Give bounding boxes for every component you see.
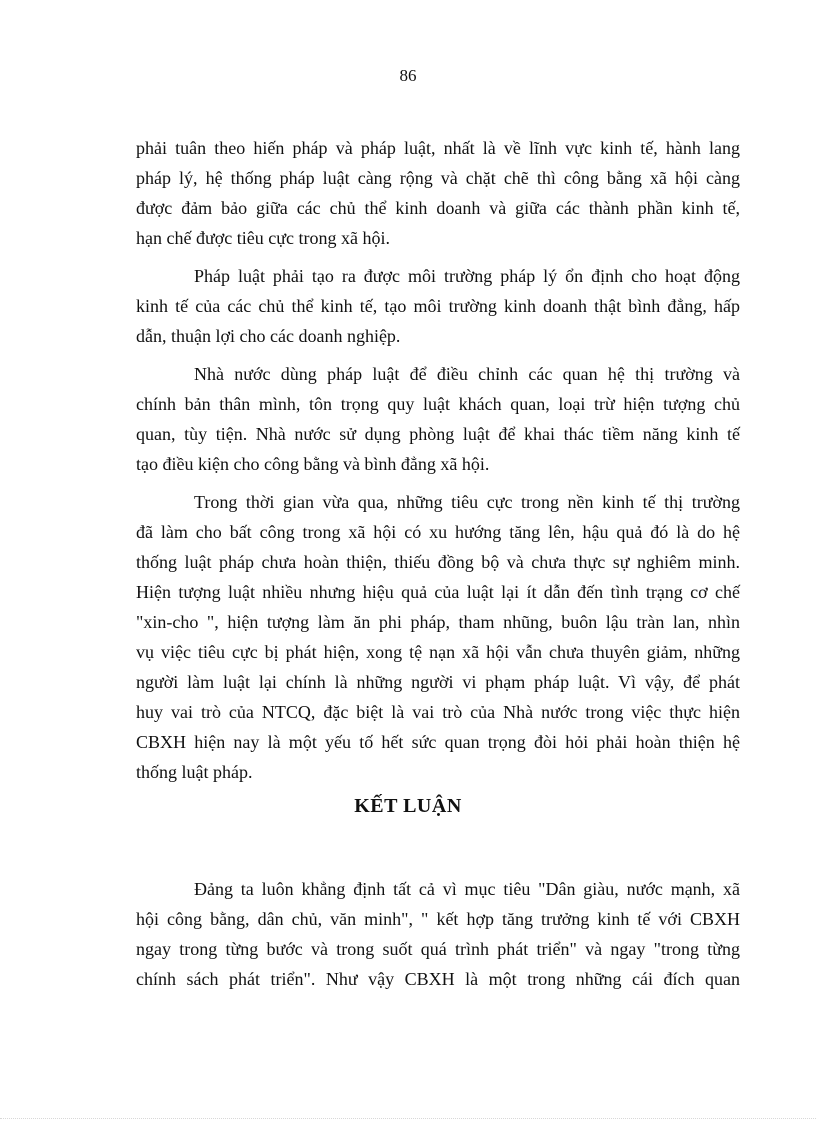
text-line: quan, tùy tiện. Nhà nước sử dụng phòng luật để khai thác tiềm năng kinh tế bbox=[136, 424, 740, 444]
text-line: kinh tế của các chủ thể kinh tế, tạo môi trường kinh doanh thật bình đẳng, hấp bbox=[136, 296, 740, 316]
text-line: dẫn, thuận lợi cho các doanh nghiệp. bbox=[136, 326, 401, 346]
text-line: Hiện tượng luật nhiều nhưng hiệu quả của luật lại ít dẫn đến tình trạng cơ chế bbox=[136, 582, 740, 602]
text-line: pháp lý, hệ thống pháp luật càng rộng và chặt chẽ thì công bằng xã hội càng bbox=[136, 168, 740, 188]
text-line: ngay trong từng bước và trong suốt quá trình phát triển" và ngay "trong từng bbox=[136, 939, 740, 959]
page-number: 86 bbox=[399, 66, 417, 85]
conclusion-paragraph bbox=[136, 874, 740, 994]
text-line: chính sách phát triển". Như vậy CBXH là một trong những cái đích quan bbox=[136, 969, 740, 989]
text-line: Nhà nước dùng pháp luật để điều chỉnh các quan hệ thị trường và bbox=[194, 364, 740, 384]
section-heading: KẾT LUẬN bbox=[354, 795, 462, 817]
text-line: vụ việc tiêu cực bị phát hiện, xong tệ nạn xã hội vẫn chưa thuyên giảm, những bbox=[136, 642, 740, 662]
conclusion-text bbox=[136, 874, 740, 1002]
text-line: đã làm cho bất công trong xã hội có xu hướng tăng lên, hậu quả đó là do hệ bbox=[136, 522, 740, 542]
text-line: phải tuân theo hiến pháp và pháp luật, nhất là về lĩnh vực kinh tế, hành lang bbox=[136, 138, 740, 158]
paragraph-3 bbox=[136, 359, 740, 479]
text-line: hạn chế được tiêu cực trong xã hội. bbox=[136, 228, 390, 248]
text-line: "xin-cho ", hiện tượng làm ăn phi pháp, tham nhũng, buôn lậu tràn lan, nhìn bbox=[136, 612, 740, 632]
text-line: hội công bằng, dân chủ, văn minh", " kết hợp tăng trưởng kinh tế với CBXH bbox=[136, 909, 740, 929]
paragraph-4 bbox=[136, 487, 740, 787]
paragraph-2 bbox=[136, 261, 740, 351]
text-line: CBXH hiện nay là một yếu tố hết sức quan trọng đòi hỏi phải hoàn thiện hệ bbox=[136, 732, 740, 752]
text-line: Trong thời gian vừa qua, những tiêu cực trong nền kinh tế thị trường bbox=[194, 492, 740, 512]
text-line: Đảng ta luôn khẳng định tất cả vì mục tiêu "Dân giàu, nước mạnh, xã bbox=[194, 879, 740, 899]
text-line: chính bản thân mình, tôn trọng quy luật khách quan, loại trừ hiện tượng chủ bbox=[136, 394, 740, 414]
text-line: thống luật pháp. bbox=[136, 762, 253, 782]
text-line: người làm luật lại chính là những người vi phạm pháp luật. Vì vậy, để phát bbox=[136, 672, 740, 692]
text-line: tạo điều kiện cho công bằng và bình đẳng xã hội. bbox=[136, 454, 490, 474]
body-text bbox=[136, 133, 740, 795]
text-line: Pháp luật phải tạo ra được môi trường pháp lý ổn định cho hoạt động bbox=[194, 266, 740, 286]
text-line: huy vai trò của NTCQ, đặc biệt là vai trò của Nhà nước trong việc thực hiện bbox=[136, 702, 740, 722]
text-line: được đảm bảo giữa các chủ thể kinh doanh và giữa các thành phần kinh tế, bbox=[136, 198, 740, 218]
paragraph-1 bbox=[136, 133, 740, 253]
text-line: thống luật pháp chưa hoàn thiện, thiếu đồng bộ và chưa thực sự nghiêm minh. bbox=[136, 552, 740, 572]
page-bottom-divider bbox=[0, 1118, 816, 1120]
